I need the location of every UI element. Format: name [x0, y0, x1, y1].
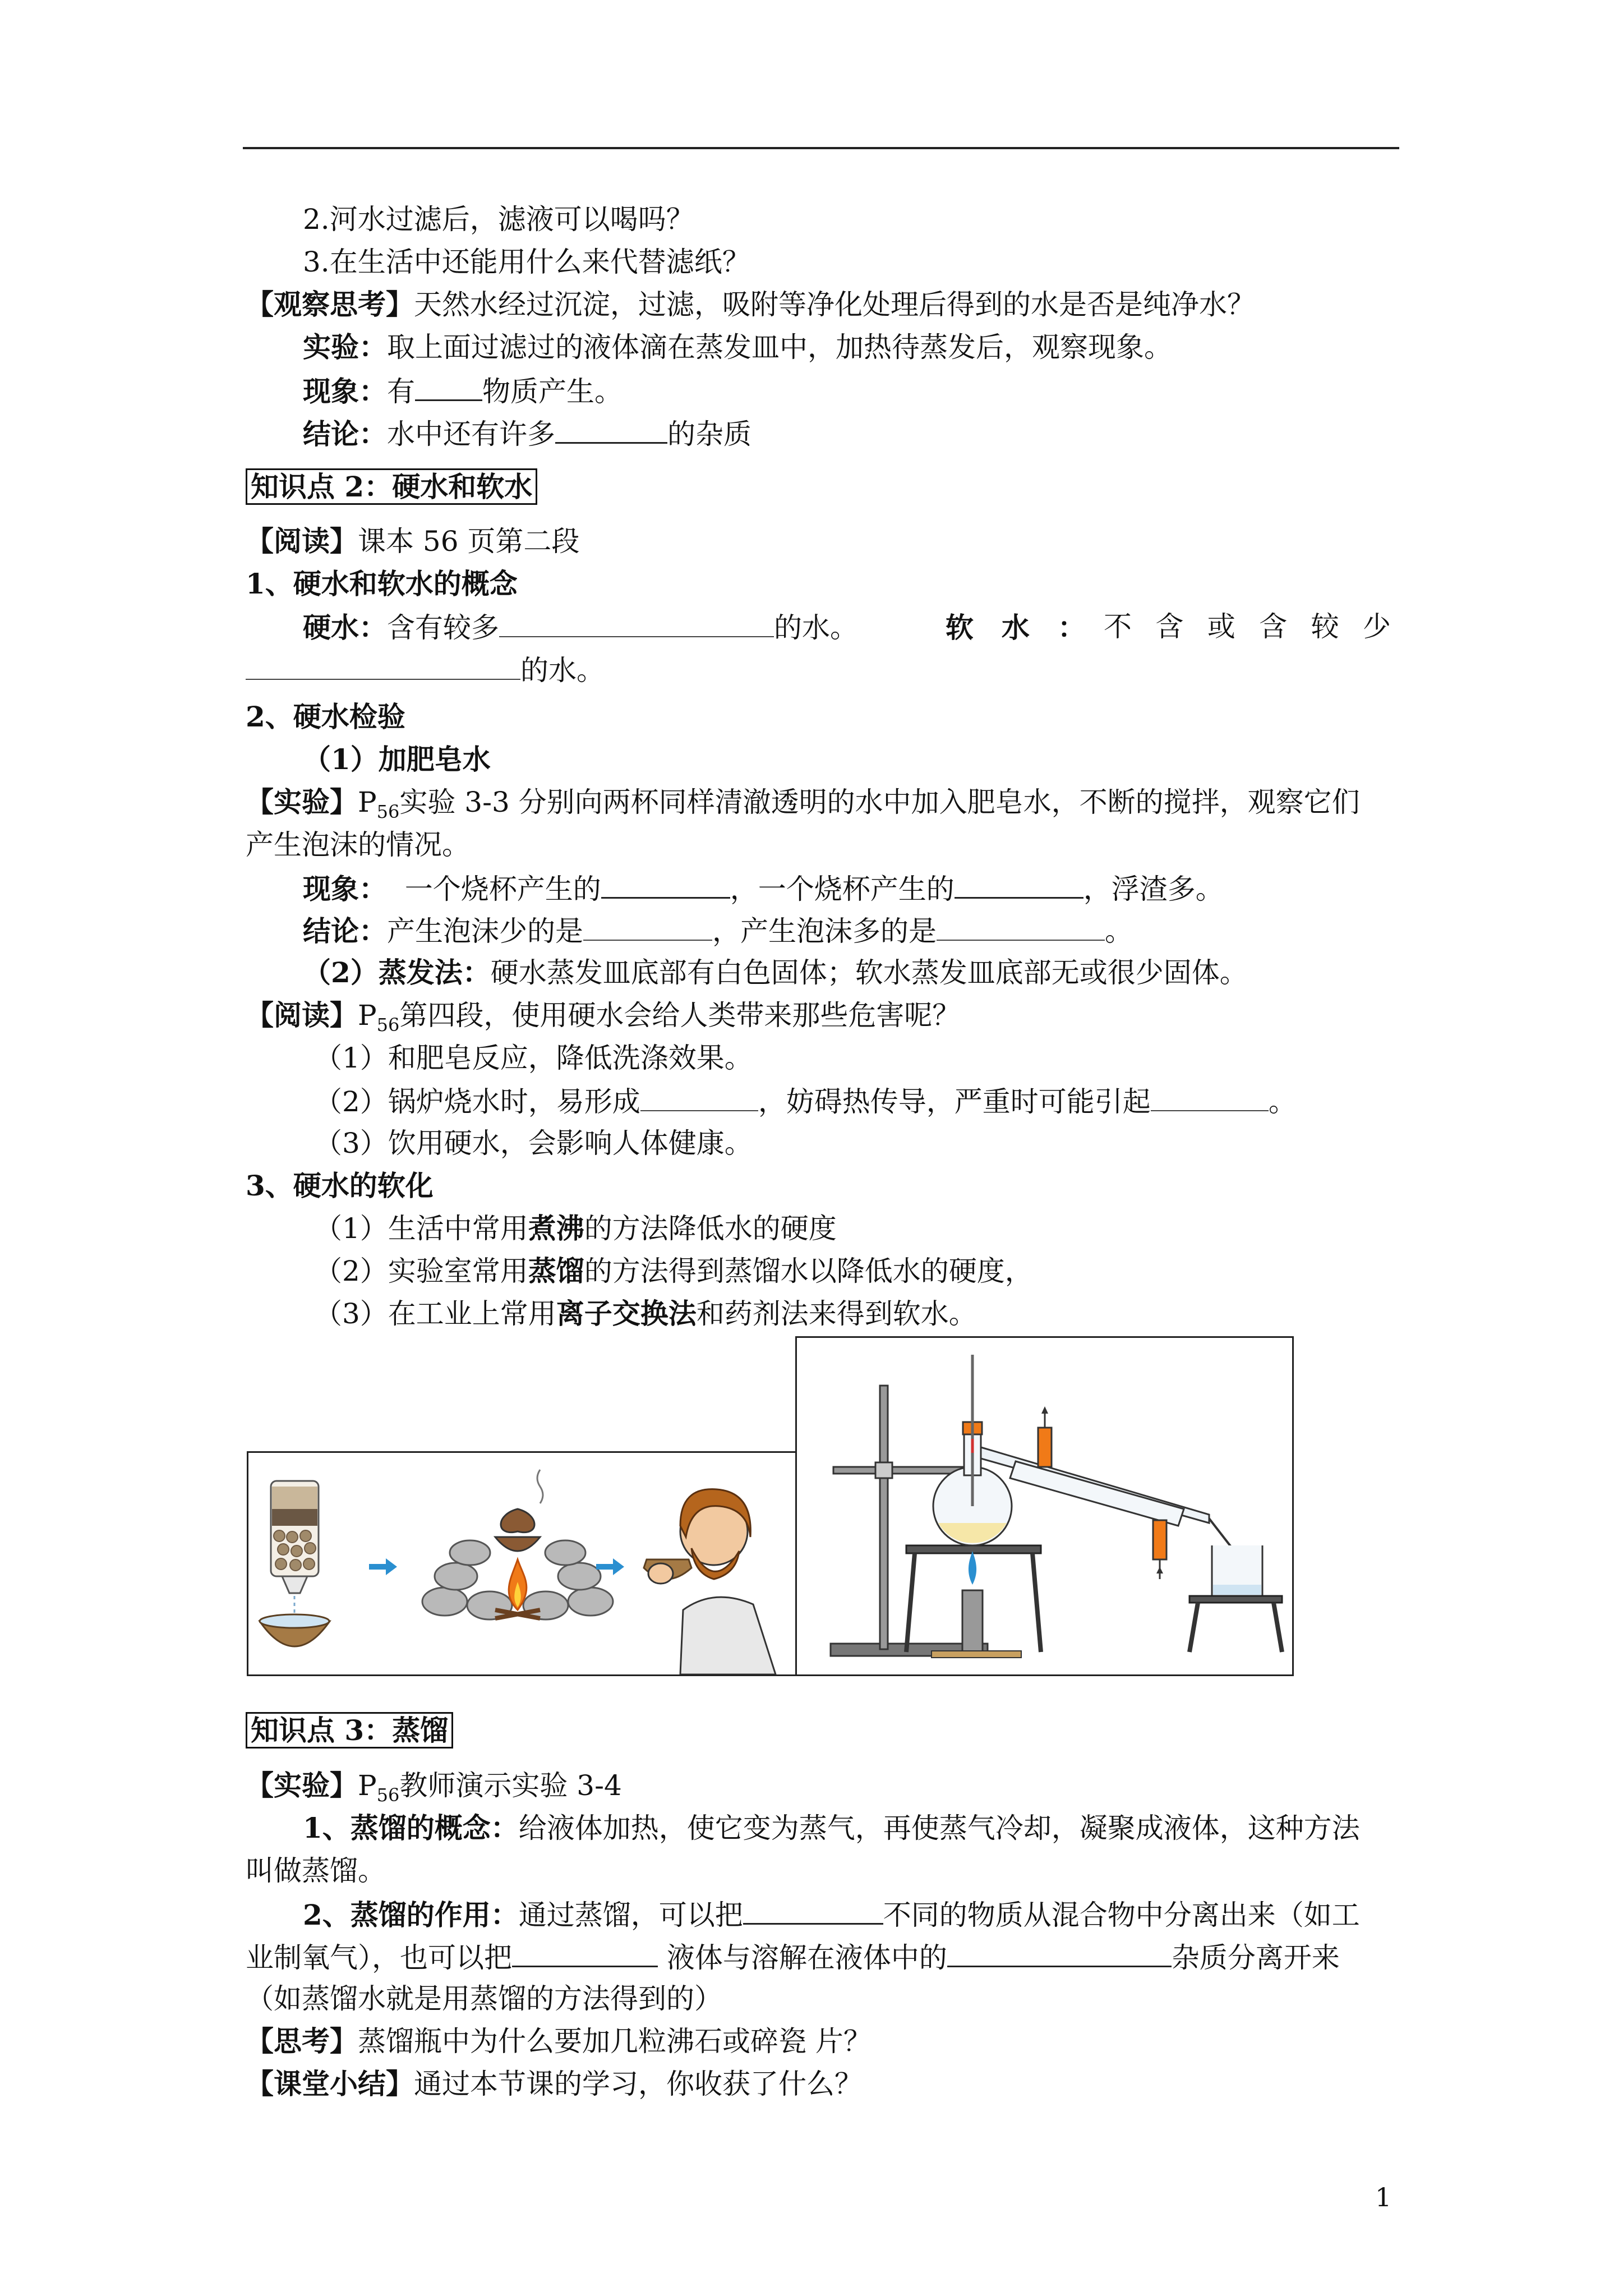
knowledge-point-3-title: 知识点 3：蒸馏: [246, 1712, 453, 1749]
page-number: 1: [1375, 2182, 1392, 2212]
blank[interactable]: [583, 912, 712, 941]
blank[interactable]: [955, 869, 1083, 899]
blank[interactable]: [555, 414, 667, 444]
harm-2: （2）锅炉烧水时，易形成 ，妨碍热传导，严重时可能引起 。: [314, 1082, 1297, 1120]
hard-soft-definition: 硬水：含有较多 的水。 软 水 ： 不 含 或 含 较 少: [303, 608, 1393, 646]
harm-3: （3）饮用硬水，会影响人体健康。: [314, 1127, 753, 1159]
method-1: （1）加肥皂水: [303, 743, 491, 776]
soft-water-spaced-text: 不 含 或 含 较 少: [1104, 610, 1391, 643]
experiment-line: 实验：取上面过滤过的液体滴在蒸发皿中，加热待蒸发后，观察现象。: [303, 330, 1172, 364]
blank[interactable]: [937, 912, 1105, 941]
phenomenon-line: 现象：有 物质产生。: [303, 371, 623, 410]
read-1: 【阅读】课本 56 页第二段: [246, 524, 580, 558]
question-2: 2.河水过滤后，滤液可以喝吗？: [303, 203, 694, 236]
experiment-2-cont: 产生泡沫的情况。: [246, 829, 470, 861]
conclusion-2: 结论：产生泡沫少的是 ，产生泡沫多的是 。: [303, 912, 1133, 950]
think: 【思考】蒸馏瓶中为什么要加几粒沸石或碎瓷 片？: [246, 2024, 872, 2058]
experiment-2: 【实验】$P_{56}$实验 3-3 分别向两杯同样清澈透明的水中加入肥皂水，不断的搅拌，观察它们: [246, 785, 1360, 822]
observe-think: 【观察思考】天然水经过沉淀，过滤，吸附等净化处理后得到的水是否是纯净水？: [246, 288, 1255, 321]
distillation-concept: 1、蒸馏的概念：给液体加热，使它变为蒸气，再使蒸气冷却，凝聚成液体，这种方法: [303, 1811, 1360, 1844]
knowledge-point-2-title: 知识点 2：硬水和软水: [246, 468, 537, 505]
heading-3: 3、硬水的软化: [246, 1169, 434, 1202]
blank[interactable]: [415, 371, 482, 401]
softening-1: （1）生活中常用煮沸的方法降低水的硬度: [314, 1212, 837, 1245]
experiment-3: 【实验】$P_{56}$教师演示实验 3-4: [246, 1769, 622, 1806]
soft-water-continued: 的水。: [246, 651, 605, 689]
harm-1: （1）和肥皂反应，降低洗涤效果。: [314, 1042, 753, 1074]
water-purification-figure: [247, 1451, 799, 1676]
filter-bottle-icon: [248, 1453, 797, 1674]
blank[interactable]: [499, 608, 774, 637]
distillation-apparatus-icon: [797, 1338, 1292, 1674]
method-2: （2）蒸发法：硬水蒸发皿底部有白色固体；软水蒸发皿底部无或很少固体。: [303, 956, 1248, 989]
blank[interactable]: [512, 1938, 658, 1967]
heading-2: 2、硬水检验: [246, 700, 405, 733]
distillation-use: 2、蒸馏的作用：通过蒸馏，可以把 不同的物质从混合物中分离出来（如工: [303, 1895, 1360, 1934]
blank[interactable]: [947, 1938, 1172, 1967]
header-rule: [243, 147, 1399, 149]
distillation-use-cont: 业制氧气），也可以把 液体与溶解在液体中的 杂质分离开来: [246, 1938, 1340, 1976]
heading-1: 1、硬水和软水的概念: [246, 567, 518, 600]
distillation-use-note: （如蒸馏水就是用蒸馏的方法得到的）: [246, 1982, 722, 2015]
class-summary: 【课堂小结】通过本节课的学习，你收获了什么？: [246, 2067, 863, 2100]
phenomenon-2: 现象： 一个烧杯产生的 ，一个烧杯产生的 ，浮渣多。: [303, 869, 1224, 908]
blank[interactable]: [601, 869, 730, 899]
question-3: 3.在生活中还能用什么来代替滤纸？: [303, 246, 750, 278]
blank[interactable]: [1151, 1082, 1269, 1111]
conclusion-line: 结论：水中还有许多 的杂质: [303, 414, 751, 453]
distillation-concept-cont: 叫做蒸馏。: [246, 1855, 386, 1887]
distillation-figure: [795, 1336, 1294, 1676]
blank[interactable]: [743, 1895, 883, 1925]
blank[interactable]: [640, 1082, 758, 1111]
softening-2: （2）实验室常用蒸馏的方法得到蒸馏水以降低水的硬度，: [314, 1254, 1033, 1287]
blank[interactable]: [246, 651, 520, 680]
read-2: 【阅读】$P_{56}$第四段，使用硬水会给人类带来那些危害呢？: [246, 999, 961, 1036]
softening-3: （3）在工业上常用离子交换法和药剂法来得到软水。: [314, 1297, 977, 1330]
